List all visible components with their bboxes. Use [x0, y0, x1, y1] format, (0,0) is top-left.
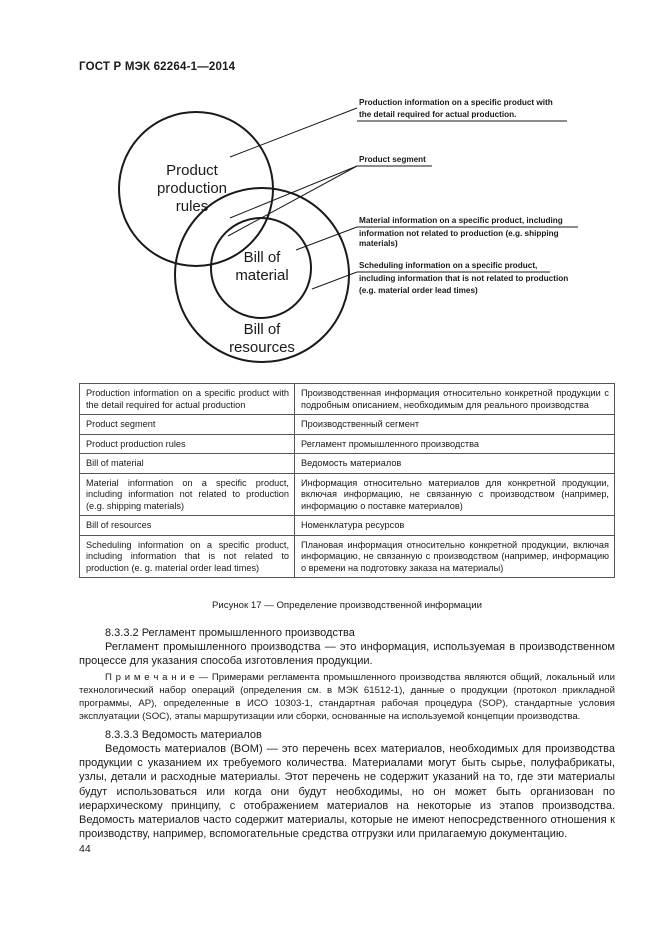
- table-cell-en: Production information on a specific product with the detail required for actual production: [80, 384, 295, 415]
- bill-of-material-label-1: Bill of: [243, 249, 281, 266]
- note-paragraph: [79, 671, 615, 723]
- table-cell-en: Scheduling information on a specific product, including information that is not related to production (e. g. material order lead times): [80, 535, 295, 578]
- product-production-rules-label-3: rules: [175, 198, 209, 215]
- table-cell-ru: Регламент промышленного производства: [295, 434, 615, 454]
- table-row: [80, 535, 615, 578]
- table-cell-ru: Производственный сегмент: [295, 415, 615, 435]
- table-cell-ru: Информация относительно материалов для конкретной продукции, включая информацию, не связанную с производством (например, информацию о поставке материалов): [295, 473, 615, 516]
- note-label: П р и м е ч а н и е: [105, 672, 195, 683]
- section-8332-heading: 8.3.3.2 Регламент промышленного производства: [105, 627, 355, 639]
- table-cell-en: Product segment: [80, 415, 295, 435]
- annotation-production-info-1: Production information on a specific product with: [359, 98, 553, 107]
- bill-of-material-label-2: material: [235, 267, 289, 284]
- annotation-material-info-1: Material information on a specific product, including: [359, 216, 563, 225]
- note-text: — Примерами регламента промышленного производства являются общий, локальный или технологический набор операций (определения см. в МЭК 61512-1), данные о продукции (протокол прикладной программы, АР), определенные в ИСО 10303-1, стандартная рабочая процедура (SOP), стандартные условия эксплуатации (SOC), этапы маршрутизации или сборки, основанные на используемой концепции производства.: [79, 672, 616, 722]
- table-cell-en: Product production rules: [80, 434, 295, 454]
- table-cell-ru: Плановая информация относительно конкретной продукции, включая информацию, не связанную с производством (например, информацию о времени на подготовку заказа на материалы): [295, 535, 615, 578]
- annotation-scheduling-info-2: including information that is not related to production: [359, 274, 569, 283]
- glossary-table: [79, 383, 615, 578]
- table-cell-en: Bill of resources: [80, 516, 295, 536]
- section-8333-text: Ведомость материалов (BOM) — это перечень всех материалов, необходимых для производства продукции с указанием их требуемого количества. Материалами могут быть сырье, полуфабрикаты, узлы, детали и расходные материалы. Этот перечень не содержит указаний на то, где эти материалы будут использоваться или когда они будут необходимы, но он может быть организован по иерархическому принципу, с отображением материалов на некоторые из этапов производства. Ведомость материалов часто содержит материалы, которые не имеют непосредственного отношения к производству, например, вспомогательные средства отгрузки или прилагаемую документацию.: [79, 743, 615, 841]
- table-row: [80, 473, 615, 516]
- bill-of-resources-label-2: resources: [229, 339, 295, 356]
- section-8333-heading: 8.3.3.3 Ведомость материалов: [105, 729, 262, 741]
- section-8332-text: Регламент промышленного производства — это информация, используемая в производственном процессе для указания способа изготовления продукции.: [79, 641, 615, 668]
- table-cell-en: Material information on a specific product, including information not related to production (e.g. shipping materials): [80, 473, 295, 516]
- annotation-material-info-2: information not related to production (e.g. shipping: [359, 229, 559, 238]
- annotation-product-segment: Product segment: [359, 155, 426, 164]
- table-row: [80, 434, 615, 454]
- table-row: [80, 384, 615, 415]
- table-row: [80, 454, 615, 474]
- page-number: 44: [79, 843, 91, 855]
- annotation-material-info-3: materials): [359, 239, 398, 248]
- annotation-scheduling-info-1: Scheduling information on a specific product,: [359, 261, 538, 270]
- annotation-production-info-2: the detail required for actual production.: [359, 110, 517, 119]
- bill-of-resources-label-1: Bill of: [243, 321, 281, 338]
- product-production-rules-label-1: Product: [166, 162, 218, 179]
- table-cell-ru: Производственная информация относительно конкретной продукции с подробным описанием, необходимым для реального производства: [295, 384, 615, 415]
- table-row: [80, 415, 615, 435]
- figure-caption: Рисунок 17 — Определение производственной информации: [212, 600, 482, 611]
- table-row: [80, 516, 615, 536]
- document-header: ГОСТ Р МЭК 62264-1—2014: [79, 61, 236, 73]
- table-cell-en: Bill of material: [80, 454, 295, 474]
- production-information-diagram: [0, 0, 661, 380]
- annotation-scheduling-info-3: (e.g. material order lead times): [359, 286, 478, 295]
- table-cell-ru: Номенклатура ресурсов: [295, 516, 615, 536]
- table-cell-ru: Ведомость материалов: [295, 454, 615, 474]
- product-production-rules-label-2: production: [156, 180, 228, 197]
